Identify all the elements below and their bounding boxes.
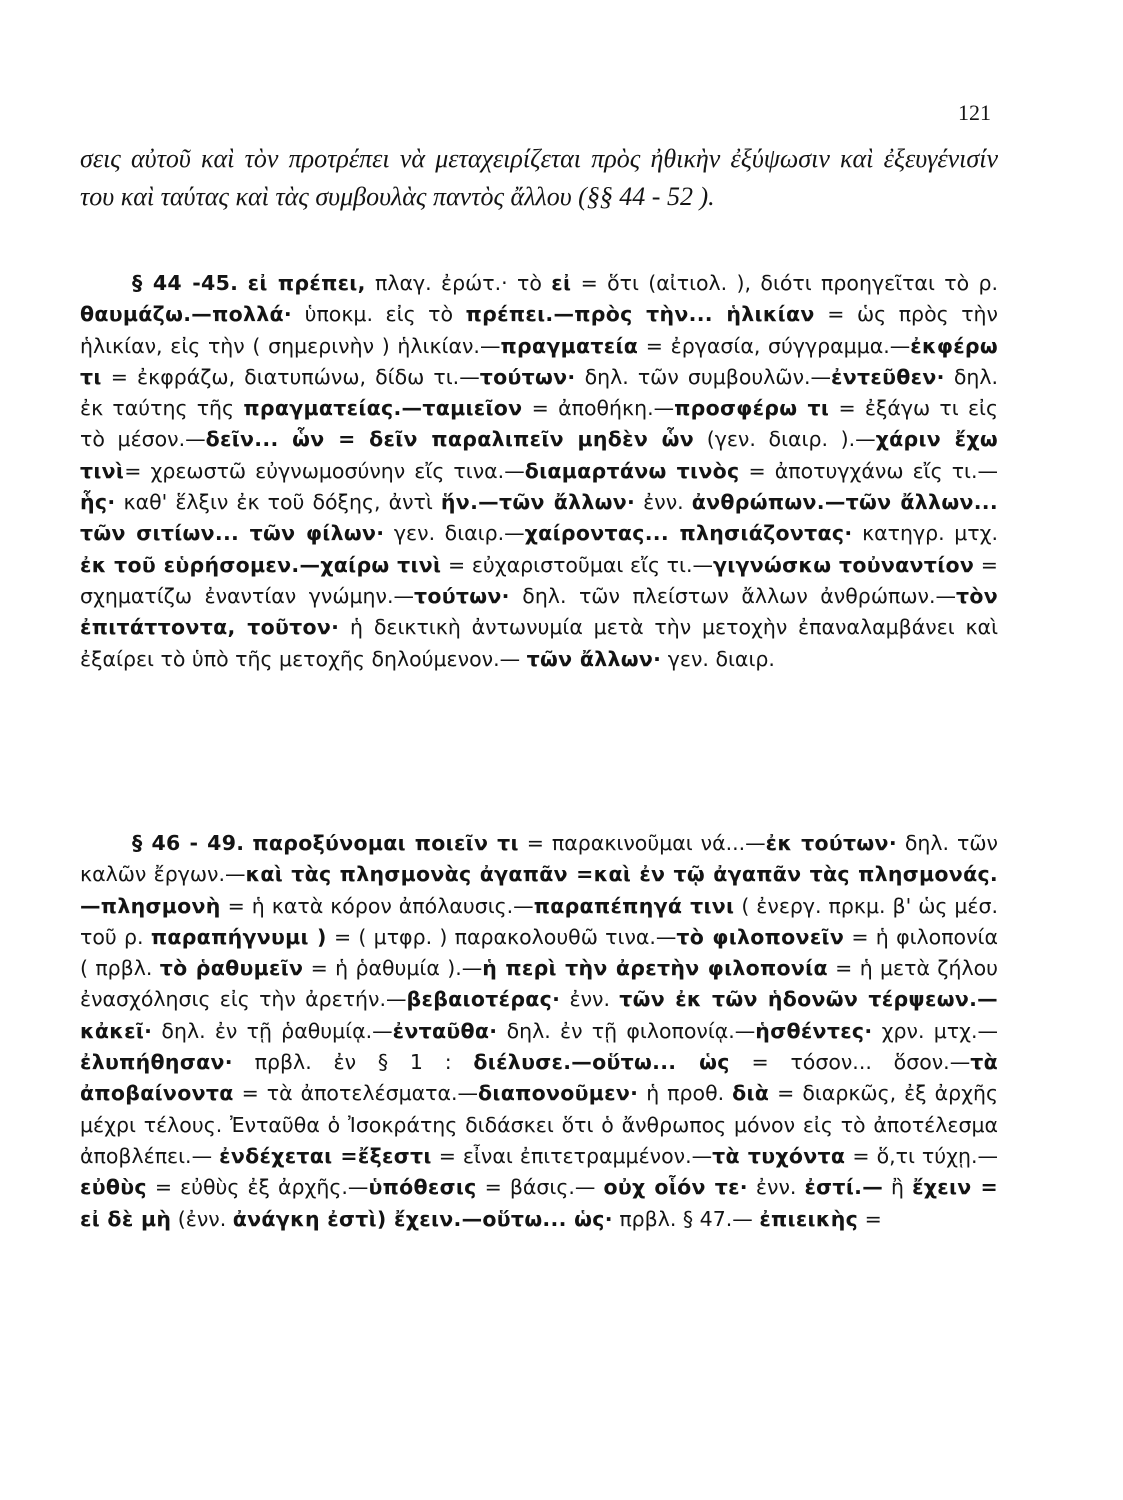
gloss: δηλ. ἐκ ταύτης τῆς <box>80 364 998 421</box>
section-paragraph <box>80 828 998 1235</box>
section-body <box>80 271 998 671</box>
lemma: διὰ <box>732 1081 770 1106</box>
gloss: = σχηματίζω ἐναντίαν γνώμην.— <box>80 552 998 608</box>
gloss: κατηγρ. μτχ. <box>852 521 998 546</box>
gloss: (ἐνν. <box>171 1206 233 1231</box>
commentary-section-44-45 <box>80 268 998 675</box>
gloss: χρν. μτχ.— <box>872 1018 998 1043</box>
gloss: = διαρκῶς, ἐξ ἀρχῆς μέχρι τέλους. Ἐνταῦθα ὁ Ἰσοκράτης διδάσκει ὅτι ὁ ἄνθρωπος μόνον εἰς τὸ ἀποτέλεσμα ἀποβλέπει.— <box>80 1081 998 1168</box>
gloss: δηλ. τῶν πλείστων ἄλλων ἀνθρώπων.— <box>509 583 956 608</box>
lemma: τὸν ἐπιτάττοντα, τοῦτον· <box>80 583 998 640</box>
lemma: τὰ τυχόντα <box>712 1143 846 1168</box>
lemma: ἀνθρώπων.—τῶν ἄλλων... τῶν σιτίων... τῶν φίλων· <box>80 490 998 546</box>
lemma: εὐθὺς <box>80 1175 147 1200</box>
gloss: γεν. διαιρ.— <box>384 521 525 546</box>
lemma: τῶν ἐκ τῶν ἡδονῶν τέρψεων.—κἀκεῖ· <box>80 987 998 1043</box>
gloss: δηλ. τῶν συμβουλῶν.— <box>575 364 832 389</box>
lemma: ἐνδέχεται =ἔξεστι <box>219 1143 432 1168</box>
gloss: ἡ προθ. <box>638 1081 733 1106</box>
gloss: ( ἐνεργ. πρκμ. β' ὡς μέσ. τοῦ ρ. <box>80 893 999 949</box>
section-paragraph <box>80 268 998 675</box>
gloss: πρβλ. ἐν § 1 : <box>232 1050 474 1075</box>
gloss: = ἐργασία, σύγγραμμα.— <box>638 333 911 358</box>
lemma: παραπέπηγά τινι <box>533 893 735 918</box>
lemma: ὑπόθεσις <box>368 1175 477 1200</box>
lemma: τούτων· <box>479 364 576 389</box>
gloss: = εὐθὺς ἐξ ἀρχῆς.— <box>146 1175 369 1200</box>
gloss: ἐνν. <box>747 1175 805 1200</box>
lemma: εἰ <box>551 271 572 295</box>
gloss: καθ' ἕλξιν ἐκ τοῦ δόξης, ἀντὶ <box>115 490 441 515</box>
gloss: (γεν. διαιρ. ).— <box>694 427 876 452</box>
gloss: = ἡ ῥαθυμία ).— <box>303 956 483 981</box>
lemma: ἐλυπήθησαν· <box>80 1050 233 1075</box>
gloss: πρβλ. § 47.— <box>612 1206 760 1231</box>
lemma: πραγματεία <box>500 333 639 358</box>
lemma: ἥν.—τῶν ἄλλων· <box>440 490 636 515</box>
lemma: πραγματείας.—ταμιεῖον <box>243 396 523 421</box>
lemma: ἀνάγκη ἐστὶ) ἔχειν.—οὕτω... ὡς· <box>232 1206 613 1231</box>
lemma: διαμαρτάνω τινὸς <box>524 458 740 483</box>
lemma: ἔχειν = εἰ δὲ μὴ <box>80 1175 998 1231</box>
gloss: ὑποκμ. εἰς τὸ <box>292 302 466 327</box>
gloss: = ἡ μετὰ ζήλου ἐνασχόλησις εἰς τὴν ἀρετήν.— <box>80 956 998 1012</box>
lemma: προσφέρω τι <box>674 396 830 421</box>
gloss: = χρεωστῶ εὐγνωμοσύνην εἴς τινα.— <box>124 458 525 483</box>
lemma: ἐπιεικὴς <box>759 1206 859 1231</box>
section-ref: § 44 -45. <box>132 271 239 295</box>
lemma: πρέπει.—πρὸς τὴν... ἡλικίαν <box>465 302 815 327</box>
gloss: = ὅτι (αἰτιολ. ), διότι προηγεῖται τὸ ρ. <box>571 271 998 295</box>
gloss: = <box>858 1206 882 1231</box>
lemma: θαυμάζω.—πολλά· <box>80 302 293 327</box>
lemma: χαίροντας... πλησιάζοντας· <box>524 521 853 546</box>
gloss: = τόσον... ὅσον.— <box>729 1050 971 1075</box>
gloss: = ἐξάγω τι εἰς τὸ μέσον.— <box>80 396 998 452</box>
lemma: ἐνταῦθα· <box>392 1018 498 1043</box>
gloss: πλαγ. ἐρώτ.· τὸ <box>365 271 552 295</box>
lemma: τὸ φιλοπονεῖν <box>676 924 845 949</box>
lemma: δεῖν... ὧν = δεῖν παραλιπεῖν μηδὲν ὧν <box>205 427 695 452</box>
gloss: γεν. διαιρ. <box>661 646 775 671</box>
gloss: δηλ. ἐν τῇ ῥαθυμίᾳ.— <box>152 1018 393 1043</box>
lemma: οὐχ οἷόν τε· <box>603 1175 748 1200</box>
gloss: = ἐκφράζω, διατυπώνω, δίδω τι.— <box>101 364 480 389</box>
gloss: ἢ <box>883 1175 913 1200</box>
lemma: καὶ τὰς πλησμονὰς ἀγαπᾶν =καὶ ἐν τῷ ἀγαπᾶν τὰς πλησμονάς.—πλησμονὴ <box>80 862 998 918</box>
page-number: 121 <box>958 100 991 125</box>
lemma: χάριν ἔχω τινὶ <box>80 427 998 483</box>
lemma: ἐντεῦθεν· <box>831 364 945 389</box>
gloss: ἐνν. <box>560 987 620 1012</box>
lemma: τούτων· <box>414 583 510 608</box>
section-body <box>80 831 998 1231</box>
lemma: διαπονοῦμεν· <box>478 1081 639 1106</box>
lemma: τὸ ῥαθυμεῖν <box>159 956 304 981</box>
gloss: = εὐχαριστοῦμαι εἴς τι.— <box>441 552 713 577</box>
lemma: τὰ ἀποβαίνοντα <box>80 1050 998 1106</box>
lemma: εἰ πρέπει, <box>247 271 366 295</box>
lemma: παροξύνομαι ποιεῖν τι <box>252 831 519 855</box>
lemma: ἡ περὶ τὴν ἀρετὴν φιλοπονία <box>482 956 828 981</box>
lemma: ἐκφέρω τι <box>80 333 998 389</box>
lemma: τῶν ἄλλων· <box>526 646 662 671</box>
gloss: = ὡς πρὸς τὴν ἡλικίαν, εἰς τὴν ( σημερινὴν ) ἡλικίαν.— <box>80 302 999 358</box>
gloss: = ἡ φιλοπονία ( πρβλ. <box>80 924 998 981</box>
gloss: = παρακινοῦμαι νά...— <box>518 831 766 855</box>
gloss: = τὰ ἀποτελέσματα.— <box>233 1081 479 1106</box>
lemma: ἐστί.— <box>804 1175 883 1200</box>
gloss: δηλ. τῶν καλῶν ἔργων.— <box>80 831 998 887</box>
lemma: ἐκ τούτων· <box>765 831 897 855</box>
gloss: = ( μτφρ. ) παρακολουθῶ τινα.— <box>326 924 677 949</box>
gloss: = ἀποτυγχάνω εἴς τι.— <box>739 458 999 483</box>
gloss: = εἶναι ἐπιτετραμμένον.— <box>431 1143 713 1168</box>
lemma: ἡσθέντες· <box>755 1018 873 1043</box>
gloss: ἡ δεικτικὴ ἀντωνυμία μετὰ τὴν μετοχὴν ἐπαναλαμβάνει καὶ ἐξαίρει τὸ ὑπὸ τῆς μετοχῆς δηλούμενον.— <box>80 615 999 671</box>
intro-paragraph: σεις αὐτοῦ καὶ τὸν προτρέπει νὰ μεταχειρίζεται πρὸς ἠθικὴν ἐξύψωσιν καὶ ἐξευγένισίν του καὶ ταύτας καὶ τὰς συμβουλὰς παντὸς ἄλλου (§§ 44 - 52 ). <box>80 144 998 211</box>
lemma: ἧς· <box>80 490 116 515</box>
lemma: παραπήγνυμι ) <box>150 924 327 949</box>
gloss: δηλ. ἐν τῇ φιλοπονίᾳ.— <box>497 1018 756 1043</box>
gloss: = ἀποθήκη.— <box>522 396 675 421</box>
section-ref: § 46 - 49. <box>132 831 245 855</box>
lemma: βεβαιοτέρας· <box>406 987 561 1012</box>
gloss: = ἡ κατὰ κόρον ἀπόλαυσις.— <box>220 893 534 918</box>
lemma: ἐκ τοῦ εὑρήσομεν.—χαίρω τινὶ <box>80 552 442 577</box>
gloss: ἐνν. <box>635 490 692 515</box>
lemma: γιγνώσκω τοὐναντίον <box>712 552 975 577</box>
lemma: διέλυσε.—οὕτω... ὡς <box>473 1050 730 1075</box>
gloss: = ὅ,τι τύχῃ.— <box>845 1143 998 1168</box>
gloss: = βάσις.— <box>476 1175 604 1200</box>
commentary-section-46-49 <box>80 828 998 1235</box>
